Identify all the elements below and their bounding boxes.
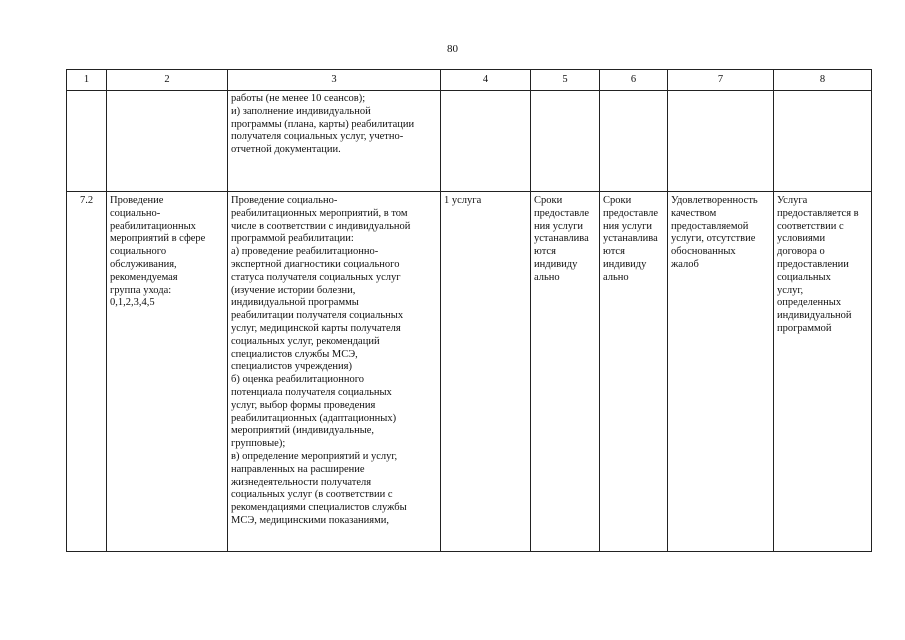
service-name: Проведение социально- реабилитационных мероприятий в сфере социального обслуживания, рекомендуемая группа ухода: 0,1,2,3,4,5 (107, 192, 228, 552)
page-number: 80 (447, 43, 458, 55)
header-cell-4: 4 (441, 70, 531, 91)
services-table (66, 69, 872, 552)
header-cell-1: 1 (67, 70, 107, 91)
service-terms-alt: Сроки предоставле ния услуги устанавлива ются индивиду ально (600, 192, 668, 552)
provision-conditions: Услуга предоставляется в соответствии с условиями договора о предоставлении социальных услуг, определенных индивидуальной программой (774, 192, 872, 552)
cell-empty (600, 91, 668, 192)
cell-empty (107, 91, 228, 192)
cell-empty (668, 91, 774, 192)
cell-empty (67, 91, 107, 192)
header-cell-8: 8 (774, 70, 872, 91)
row-number: 7.2 (67, 192, 107, 552)
service-content: Проведение социально- реабилитационных мероприятий, в том числе в соответствии с индивидуальной программой реабилитации: а) проведение реабилитационно- экспертной диагностики социального статуса получателя социальных услуг (изучение истории болезни, индивидуальной программы реабилитации получателя социальных услуг, медицинской карты получателя социальных услуг, рекомендаций специалистов службы МСЭ, специалистов учреждения) б) оценка реабилитационного потенциала получателя социальных услуг, выбор формы проведения реабилитационных (адаптационных) мероприятий (индивидуальные, групповые); в) определение мероприятий и услуг, направленных на расширение жизнедеятельности получателя социальных услуг (в соответствии с рекомендациями специалистов службы МСЭ, медицинскими показаниями, (228, 192, 441, 552)
header-cell-7: 7 (668, 70, 774, 91)
cell-empty (774, 91, 872, 192)
header-cell-3: 3 (228, 70, 441, 91)
header-cell-6: 6 (600, 70, 668, 91)
service-terms: Сроки предоставле ния услуги устанавлива ются индивиду ально (531, 192, 600, 552)
quality-indicators: Удовлетворенность качеством предоставляемой услуги, отсутствие обоснованных жалоб (668, 192, 774, 552)
header-cell-5: 5 (531, 70, 600, 91)
header-cell-2: 2 (107, 70, 228, 91)
service-volume: 1 услуга (441, 192, 531, 552)
cell-empty (531, 91, 600, 192)
table-row-7-2 (67, 192, 872, 552)
table-row-continuation (67, 91, 872, 192)
cell-empty (441, 91, 531, 192)
table-header-row (67, 70, 872, 91)
continuation-service-content: работы (не менее 10 сеансов); и) заполнение индивидуальной программы (плана, карты) реабилитации получателя социальных услуг, учетно- отчетной документации. (228, 91, 441, 192)
